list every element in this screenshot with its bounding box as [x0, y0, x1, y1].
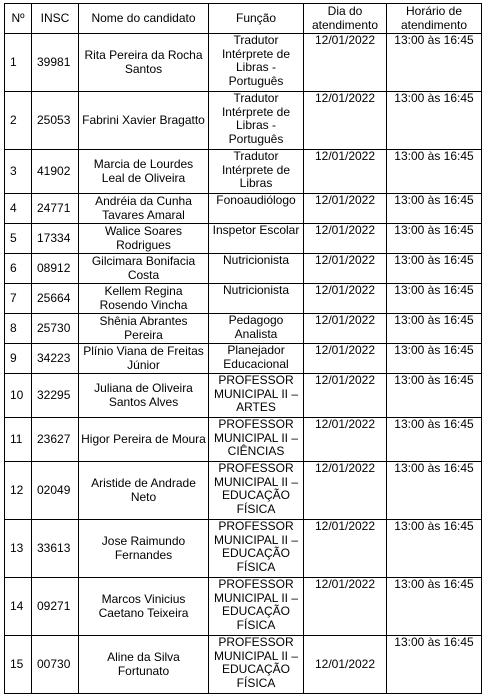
row-function: Tradutor Intérprete de Libras - Português	[209, 92, 304, 150]
table-row	[5, 150, 482, 194]
table-row	[5, 462, 482, 520]
row-number: 14	[5, 578, 32, 636]
row-date: 12/01/2022	[304, 92, 387, 150]
row-date: 12/01/2022	[304, 344, 387, 374]
row-candidate-name: Marcos Vinicius Caetano Teixeira	[79, 578, 209, 636]
row-time: 13:00 às 16:45	[387, 418, 482, 462]
row-date: 12/01/2022	[304, 636, 387, 694]
row-number: 9	[5, 344, 32, 374]
row-candidate-name: Andréia da Cunha Tavares Amaral	[79, 194, 209, 224]
row-candidate-name: Plínio Viana de Freitas Júnior	[79, 344, 209, 374]
row-insc: 25053	[32, 92, 79, 150]
row-time: 13:00 às 16:45	[387, 194, 482, 224]
row-insc: 17334	[32, 224, 79, 254]
row-date: 12/01/2022	[304, 374, 387, 418]
header-horario: Horário de atendimento	[387, 4, 482, 34]
row-candidate-name: Marcia de Lourdes Leal de Oliveira	[79, 150, 209, 194]
row-candidate-name: Juliana de Oliveira Santos Alves	[79, 374, 209, 418]
row-date: 12/01/2022	[304, 34, 387, 92]
row-number: 15	[5, 636, 32, 694]
row-function: Nutricionista	[209, 284, 304, 314]
row-candidate-name: Higor Pereira de Moura	[79, 418, 209, 462]
table-row	[5, 578, 482, 636]
table-row	[5, 314, 482, 344]
row-candidate-name: Walice Soares Rodrigues	[79, 224, 209, 254]
row-function: PROFESSOR MUNICIPAL II – EDUCAÇÃO FÍSICA	[209, 578, 304, 636]
row-date: 12/01/2022	[304, 224, 387, 254]
row-date: 12/01/2022	[304, 254, 387, 284]
row-time: 13:00 às 16:45	[387, 284, 482, 314]
row-date: 12/01/2022	[304, 150, 387, 194]
header-funcao: Função	[209, 4, 304, 34]
table-row	[5, 92, 482, 150]
row-date: 12/01/2022	[304, 284, 387, 314]
header-insc: INSC	[32, 4, 79, 34]
row-date: 12/01/2022	[304, 462, 387, 520]
row-time: 13:00 às 16:45	[387, 92, 482, 150]
row-insc: 09271	[32, 578, 79, 636]
row-number: 11	[5, 418, 32, 462]
row-date: 12/01/2022	[304, 314, 387, 344]
row-function: PROFESSOR MUNICIPAL II – EDUCAÇÃO FÍSICA	[209, 462, 304, 520]
row-insc: 23627	[32, 418, 79, 462]
row-insc: 41902	[32, 150, 79, 194]
row-insc: 32295	[32, 374, 79, 418]
row-number: 8	[5, 314, 32, 344]
row-number: 13	[5, 520, 32, 578]
row-candidate-name: Fabrini Xavier Bragatto	[79, 92, 209, 150]
table-row	[5, 374, 482, 418]
row-candidate-name: Rita Pereira da Rocha Santos	[79, 34, 209, 92]
row-time: 13:00 às 16:45	[387, 254, 482, 284]
header-nome: Nome do candidato	[79, 4, 209, 34]
row-date: 12/01/2022	[304, 578, 387, 636]
row-date: 12/01/2022	[304, 520, 387, 578]
row-function: Planejador Educacional	[209, 344, 304, 374]
row-function: PROFESSOR MUNICIPAL II – EDUCAÇÃO FÍSICA	[209, 636, 304, 694]
table-row	[5, 194, 482, 224]
table-row	[5, 284, 482, 314]
row-function: PROFESSOR MUNICIPAL II – ARTES	[209, 374, 304, 418]
row-insc: 25664	[32, 284, 79, 314]
row-time: 13:00 às 16:45	[387, 224, 482, 254]
table-header-row	[5, 4, 482, 34]
table-row	[5, 418, 482, 462]
row-time: 13:00 às 16:45	[387, 374, 482, 418]
row-date: 12/01/2022	[304, 418, 387, 462]
row-insc: 02049	[32, 462, 79, 520]
row-number: 3	[5, 150, 32, 194]
row-function: PROFESSOR MUNICIPAL II – CIÊNCIAS	[209, 418, 304, 462]
row-number: 4	[5, 194, 32, 224]
row-function: Tradutor Intérprete de Libras - Português	[209, 34, 304, 92]
row-candidate-name: Shênia Abrantes Pereira	[79, 314, 209, 344]
row-function: Inspetor Escolar	[209, 224, 304, 254]
row-candidate-name: Kellem Regina Rosendo Vincha	[79, 284, 209, 314]
row-time: 13:00 às 16:45	[387, 150, 482, 194]
row-function: PROFESSOR MUNICIPAL II – EDUCAÇÃO FÍSICA	[209, 520, 304, 578]
row-number: 5	[5, 224, 32, 254]
row-date: 12/01/2022	[304, 194, 387, 224]
row-time: 13:00 às 16:45	[387, 462, 482, 520]
row-time: 13:00 às 16:45	[387, 520, 482, 578]
row-number: 2	[5, 92, 32, 150]
table-row	[5, 636, 482, 694]
row-candidate-name: Aline da Silva Fortunato	[79, 636, 209, 694]
table-row	[5, 254, 482, 284]
table-row	[5, 344, 482, 374]
row-function: Nutricionista	[209, 254, 304, 284]
row-insc: 39981	[32, 34, 79, 92]
row-insc: 25730	[32, 314, 79, 344]
row-time: 13:00 às 16:45	[387, 578, 482, 636]
table-row	[5, 224, 482, 254]
row-number: 10	[5, 374, 32, 418]
row-candidate-name: Gilcimara Bonifacia Costa	[79, 254, 209, 284]
row-time: 13:00 às 16:45	[387, 314, 482, 344]
candidates-table	[4, 3, 482, 694]
row-candidate-name: Aristide de Andrade Neto	[79, 462, 209, 520]
row-insc: 24771	[32, 194, 79, 224]
row-number: 7	[5, 284, 32, 314]
row-time: 13:00 às 16:45	[387, 344, 482, 374]
table-row	[5, 34, 482, 92]
row-time: 13:00 às 16:45	[387, 34, 482, 92]
row-insc: 33613	[32, 520, 79, 578]
row-number: 1	[5, 34, 32, 92]
header-num: Nº	[5, 4, 32, 34]
row-candidate-name: Jose Raimundo Fernandes	[79, 520, 209, 578]
row-time: 13:00 às 16:45	[387, 636, 482, 694]
row-insc: 08912	[32, 254, 79, 284]
row-insc: 34223	[32, 344, 79, 374]
row-insc: 00730	[32, 636, 79, 694]
row-number: 6	[5, 254, 32, 284]
row-function: Tradutor Intérprete de Libras	[209, 150, 304, 194]
row-function: Fonoaudiólogo	[209, 194, 304, 224]
row-number: 12	[5, 462, 32, 520]
row-function: Pedagogo Analista	[209, 314, 304, 344]
header-dia: Dia do atendimento	[304, 4, 387, 34]
table-row	[5, 520, 482, 578]
